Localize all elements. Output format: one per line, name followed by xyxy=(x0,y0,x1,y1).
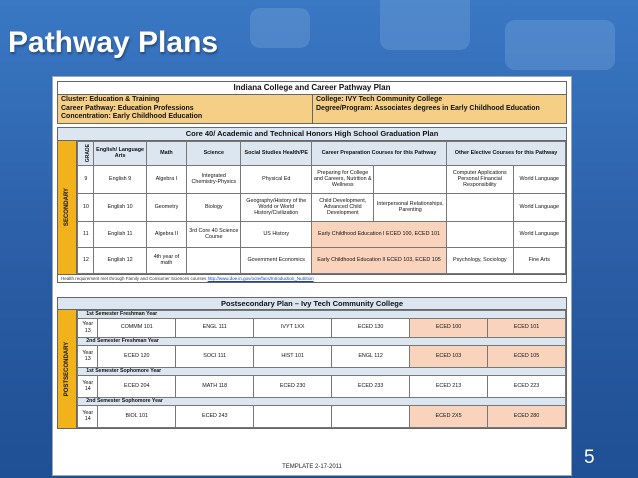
course-cell: MATH 118 xyxy=(176,375,254,397)
grade-cell: 9 xyxy=(78,165,94,193)
semester-label: 1st Semester Freshman Year xyxy=(78,310,566,318)
slide-title: Pathway Plans xyxy=(8,26,219,59)
course-cell: HIST 101 xyxy=(254,345,332,367)
course-cell: ENGL 111 xyxy=(176,318,254,337)
course-cell: COMMM 101 xyxy=(98,318,176,337)
course-cell xyxy=(332,405,410,427)
course-cell: English 9 xyxy=(94,165,146,193)
course-cell: ECED 120 xyxy=(98,345,176,367)
course-cell: English 12 xyxy=(94,247,146,273)
course-cell: ENGL 112 xyxy=(332,345,410,367)
document-title: Indiana College and Career Pathway Plan xyxy=(57,81,567,95)
course-cell: Algebra I xyxy=(146,165,186,193)
course-cell: World Language xyxy=(513,221,565,247)
template-footer: TEMPLATE 2-17-2011 xyxy=(282,464,342,470)
pathway-plan-document xyxy=(52,76,572,476)
course-cell: English 10 xyxy=(94,193,146,221)
course-cell: ECED 204 xyxy=(98,375,176,397)
secondary-section xyxy=(57,141,567,275)
course-cell: Preparing for College and Careers, Nutrition & Wellness xyxy=(312,165,374,193)
plan-info-right xyxy=(312,95,566,123)
semester-label-row xyxy=(78,310,566,318)
grade-header: GRADE xyxy=(78,141,94,165)
course-cell: English 11 xyxy=(94,221,146,247)
puzzle-decoration xyxy=(505,20,615,70)
course-cell xyxy=(447,193,514,221)
course-cell: Algebra II xyxy=(146,221,186,247)
cluster-label: Cluster: Education & Training xyxy=(61,96,160,103)
course-cell: World Language xyxy=(513,193,565,221)
reference-link[interactable]: http://www.doe.in.gov/octe/facs/Introduction_Nutrition xyxy=(207,275,314,281)
english-header: English/ Language Arts xyxy=(94,141,146,165)
table-row xyxy=(78,247,566,273)
course-cell: Fine Arts xyxy=(513,247,565,273)
postsecondary-plan-band: Postsecondary Plan – Ivy Tech Community College xyxy=(57,297,567,310)
page-number: 5 xyxy=(584,447,595,468)
course-cell xyxy=(374,165,447,193)
college-label: College: IVY Tech Community College xyxy=(316,96,443,103)
course-cell: Geography/History of the World or World History/Civilization xyxy=(241,193,312,221)
health-requirement-note: Health requirement met through Family and Consumer Sciences courses http://www.doe.in.gov/octe/facs/Introduction_Nutrition xyxy=(57,275,567,283)
course-cell xyxy=(447,221,514,247)
table-row xyxy=(78,375,566,397)
course-cell: ECED 130 xyxy=(332,318,410,337)
table-row xyxy=(78,165,566,193)
degree-label: Degree/Program: Associates degrees in Early Childhood Education xyxy=(316,104,540,112)
course-cell: Physical Ed xyxy=(241,165,312,193)
year-cell: Year 14 xyxy=(78,405,98,427)
semester-label: 2nd Semester Freshman Year xyxy=(78,337,566,345)
course-cell xyxy=(254,405,332,427)
plan-info-left xyxy=(58,95,312,123)
semester-label: 2nd Semester Sophomore Year xyxy=(78,397,566,405)
table-row xyxy=(78,405,566,427)
course-cell: SOCI 111 xyxy=(176,345,254,367)
hs-course-table xyxy=(77,141,566,274)
semester-label: 1st Semester Sophomore Year xyxy=(78,367,566,375)
year-cell: Year 13 xyxy=(78,318,98,337)
table-row xyxy=(78,221,566,247)
grade-cell: 12 xyxy=(78,247,94,273)
course-cell: Biology xyxy=(187,193,241,221)
course-cell: ECED 233 xyxy=(332,375,410,397)
course-cell: 3rd Core 40 Science Course xyxy=(187,221,241,247)
course-cell: ECED 280 xyxy=(488,405,566,427)
secondary-side-label: SECONDARY xyxy=(58,141,77,274)
course-cell: ECED 213 xyxy=(410,375,488,397)
social-studies-header: Social Studies Health/PE xyxy=(241,141,312,165)
course-cell: Geometry xyxy=(146,193,186,221)
table-row xyxy=(78,345,566,367)
other-electives-header: Other Elective Courses for this Pathway xyxy=(447,141,566,165)
course-cell: 4th year of math xyxy=(146,247,186,273)
semester-label-row xyxy=(78,337,566,345)
course-cell: ECED 243 xyxy=(176,405,254,427)
career-prep-header: Career Preparation Courses for this Pathway xyxy=(312,141,447,165)
year-cell: Year 14 xyxy=(78,375,98,397)
concentration-label: Concentration: Early Childhood Education xyxy=(61,113,203,120)
course-cell: ECED 2X5 xyxy=(410,405,488,427)
math-header: Math xyxy=(146,141,186,165)
postsecondary-course-table xyxy=(77,310,566,428)
semester-label-row xyxy=(78,367,566,375)
puzzle-decoration xyxy=(250,8,310,48)
grade-cell: 11 xyxy=(78,221,94,247)
course-cell: Government Economics xyxy=(241,247,312,273)
course-cell: ECED 105 xyxy=(488,345,566,367)
year-cell: Year 13 xyxy=(78,345,98,367)
semester-label-row xyxy=(78,397,566,405)
postsecondary-side-label: POSTSECONDARY xyxy=(58,310,77,428)
course-cell: BIOL 101 xyxy=(98,405,176,427)
table-row xyxy=(78,193,566,221)
course-cell: US History xyxy=(241,221,312,247)
postsecondary-section xyxy=(57,310,567,429)
pathway-label: Career Pathway: Education Professions xyxy=(61,104,194,112)
course-cell: ECED 230 xyxy=(254,375,332,397)
plan-info-block xyxy=(57,95,567,124)
science-header: Science xyxy=(187,141,241,165)
course-cell: ECED 101 xyxy=(488,318,566,337)
course-cell xyxy=(187,247,241,273)
career-course-cell: Early Childhood Education II ECED 103, ECED 105 xyxy=(312,247,447,273)
grade-cell: 10 xyxy=(78,193,94,221)
course-cell: ECED 103 xyxy=(410,345,488,367)
course-cell: ECED 223 xyxy=(488,375,566,397)
course-cell: Psychology, Sociology xyxy=(447,247,514,273)
puzzle-decoration xyxy=(380,0,470,50)
table-row xyxy=(78,318,566,337)
course-cell: Interpersonal Relationships, Parenting xyxy=(374,193,447,221)
course-cell: ECED 100 xyxy=(410,318,488,337)
career-course-cell: Early Childhood Education I ECED 100, ECED 101 xyxy=(312,221,447,247)
course-cell: World Language xyxy=(513,165,565,193)
hs-plan-band: Core 40/ Academic and Technical Honors High School Graduation Plan xyxy=(57,127,567,141)
course-cell: Integrated Chemistry-Physics xyxy=(187,165,241,193)
course-cell: Computer Applications Personal Financial Responsibility xyxy=(447,165,514,193)
course-cell: IVYT 1XX xyxy=(254,318,332,337)
course-cell: Child Development, Advanced Child Development xyxy=(312,193,374,221)
hs-header-row xyxy=(78,141,566,165)
